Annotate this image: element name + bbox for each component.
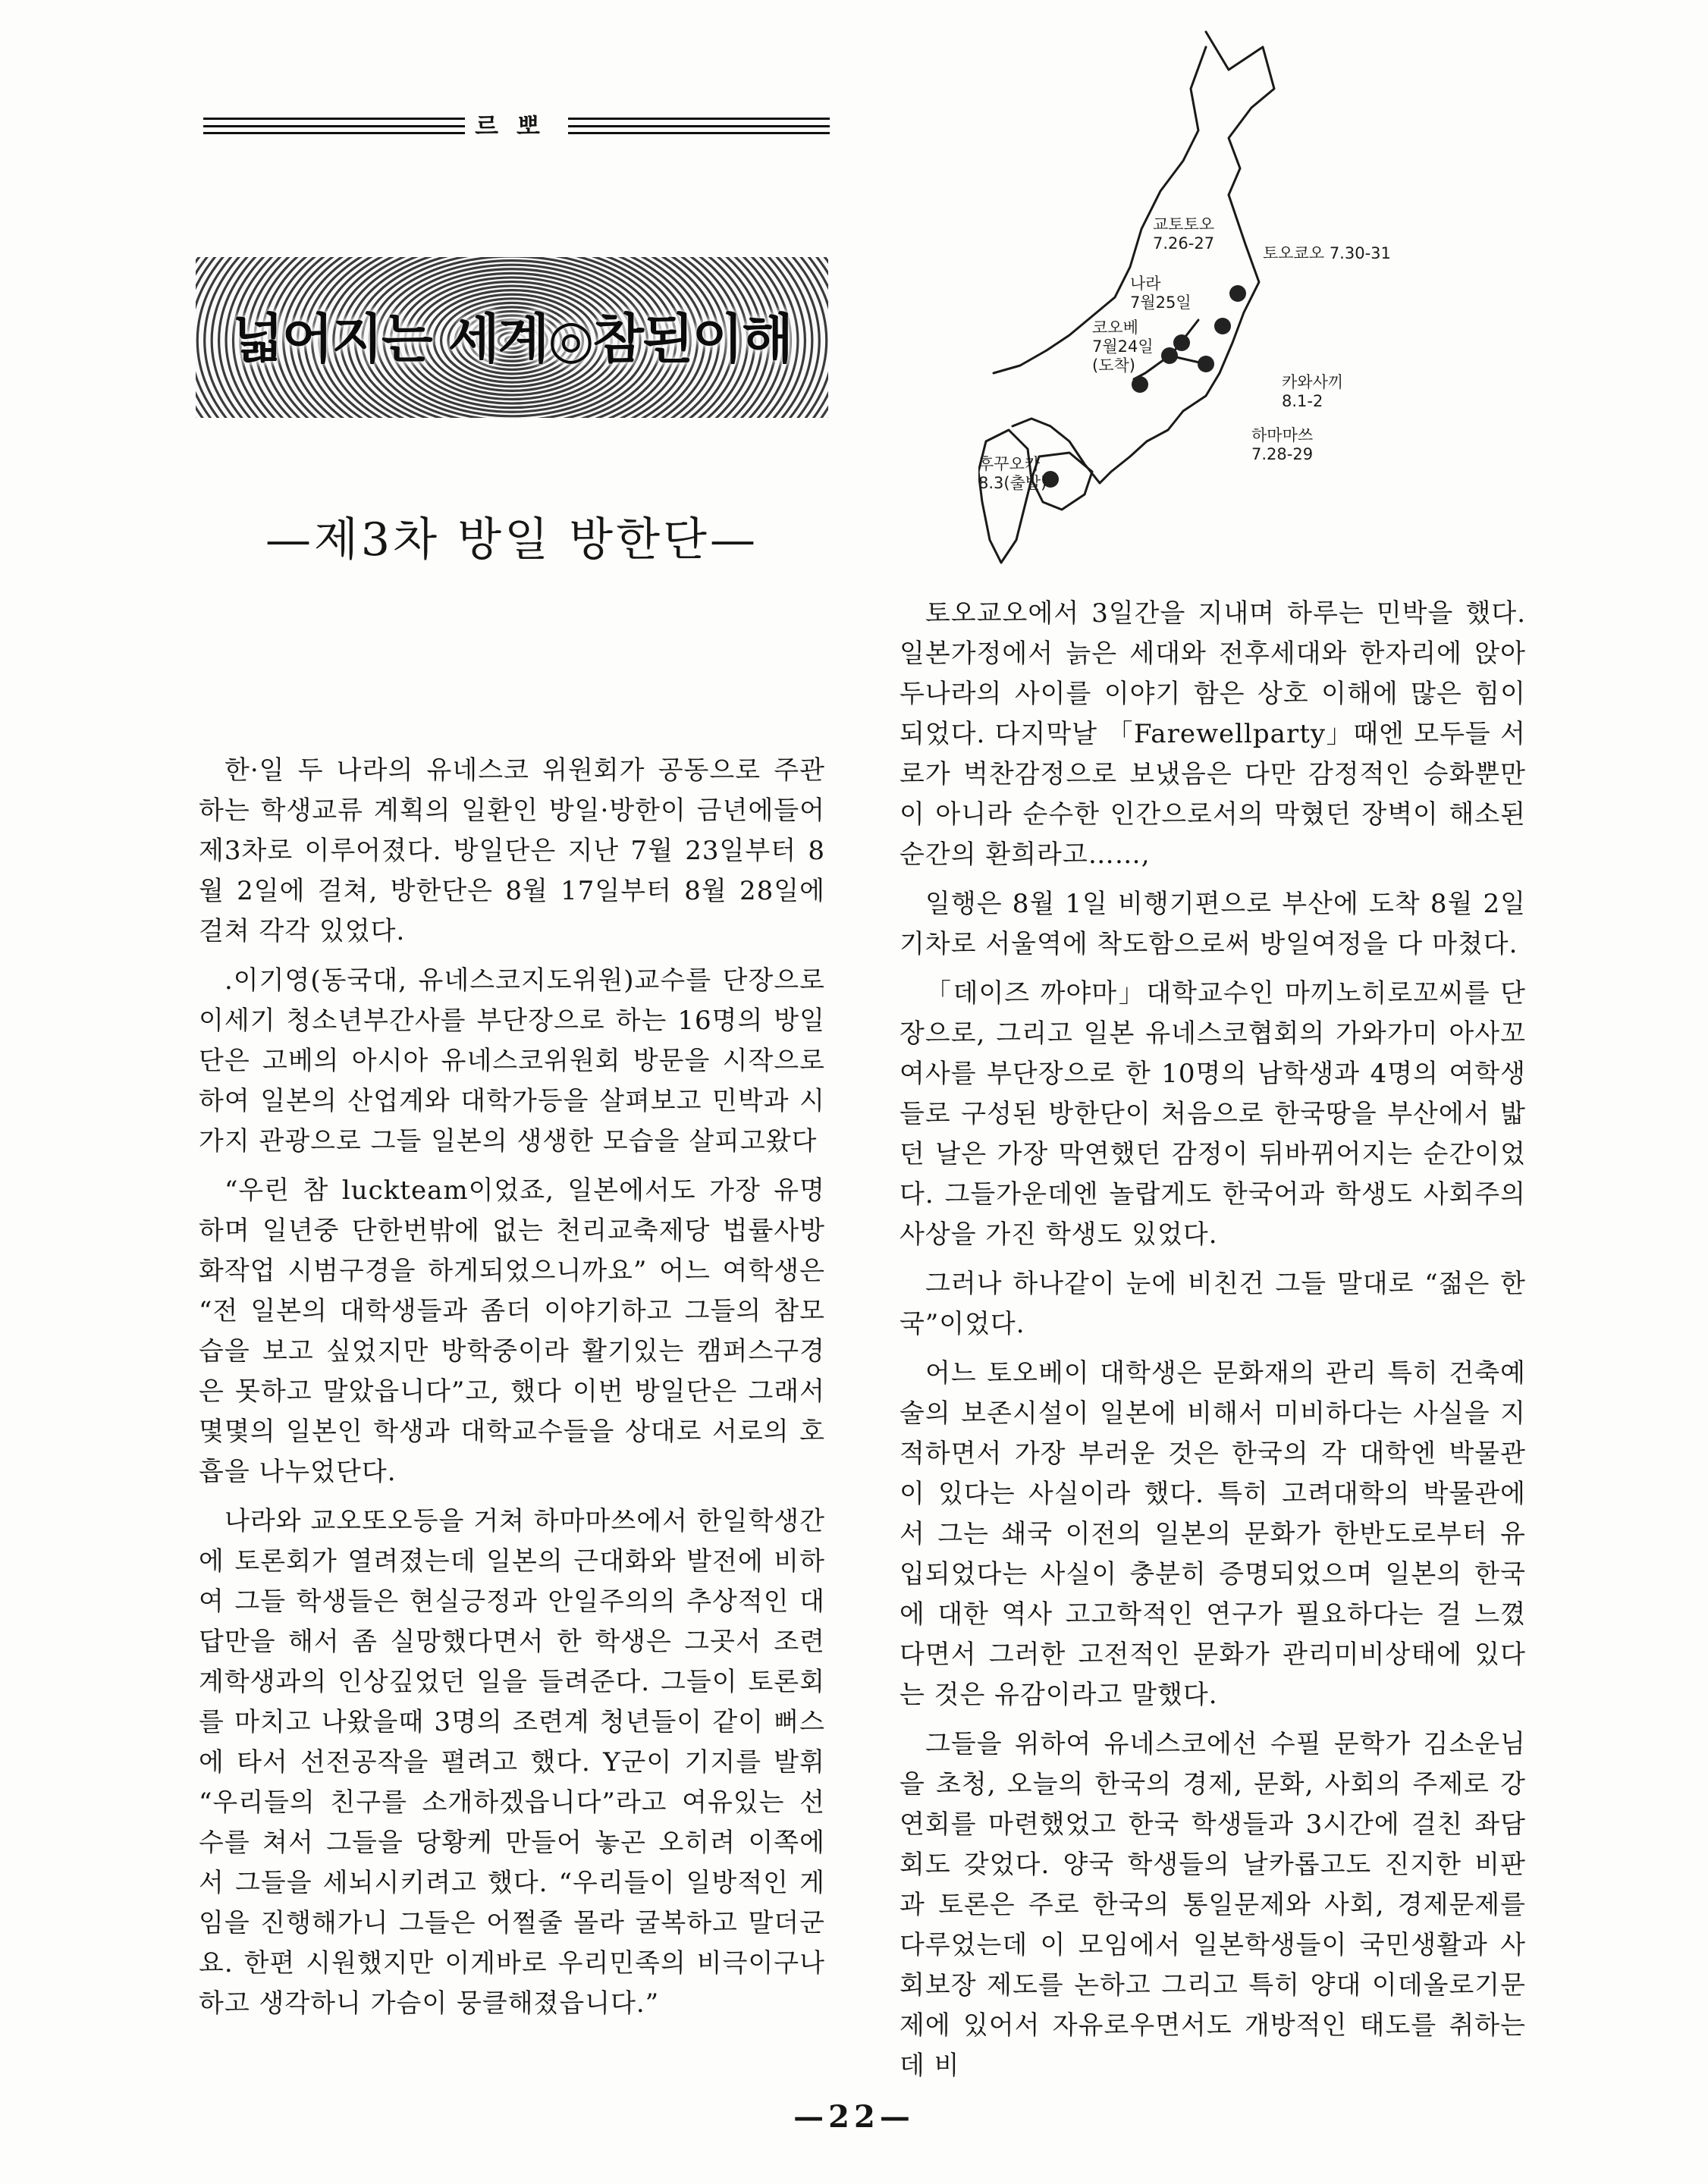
section-label: 르뽀	[475, 111, 558, 140]
article-title: 넓어지는 세계◎참된이해	[232, 308, 792, 370]
map-label-kyoto: 교토토오 7.26-27	[1153, 215, 1215, 253]
paragraph: 한·일 두 나라의 유네스코 위원회가 공동으로 주관하는 학생교류 계획의 일환인 방일·방한이 금년에들어 제3차로 이루어졌다. 방일단은 지난 7월 23일부터 8월 2일에 걸쳐, 방한단은 8월 17일부터 8월 28일에 걸쳐 각각 있었다.	[199, 755, 825, 946]
map-label-fukuoka: 후꾸오카 8.3(출발)	[978, 455, 1047, 492]
paragraph: “우린 참 luckteam이었죠, 일본에서도 가장 유명하며 일년중 단한번밖에 없는 천리교축제당 법률사방화작업 시범구경을 하게되었으니까요” 어느 여학생은 “전 일본의 대학생들과 좀더 이야기하고 그들의 참모습을 보고 싶었지만 방학중이라 활기있는 캠퍼스구경은 못하고 말았읍니다”고, 했다 이번 방일단은 그래서 몇몇의 일본인 학생과 대학교수들을 상대로 서로의 호흡을 나누었단다.	[199, 1175, 825, 1487]
paragraph: 그들을 위하여 유네스코에선 수필 문학가 김소운님을 초청, 오늘의 한국의 경제, 문화, 사회의 주제로 강연회를 마련했었고 한국 학생들과 3시간에 걸친 좌담회도 갖었다. 양국 학생들의 날카롭고도 진지한 비판과 토론은 주로 한국의 통일문제와 사회, 경제문제를 다루었는데 이 모임에서 일본학생들이 국민생활과 사회보장 제도를 논하고 그리고 특히 양대 이데올로기문제에 있어서 자유로우면서도 개방적인 태도를 취하는데 비	[900, 1729, 1526, 2081]
map-label-tokyo: 토오쿄오 7.30-31	[1263, 244, 1391, 262]
title-block	[196, 257, 828, 418]
route-map	[978, 17, 1562, 578]
paragraph: 「데이즈 까야마」대학교수인 마끼노히로꼬씨를 단장으로, 그리고 일본 유네스코협회의 가와가미 아사꼬여사를 부단장으로 한 10명의 남학생과 4명의 여학생들로 구성된 방한단이 처음으로 한국땅을 부산에서 밟던 날은 가장 막연했던 감정이 뒤바뀌어지는 순간이었다. 그들가운데엔 놀랍게도 한국어과 학생도 사회주의 사상을 가진 학생도 있었다.	[900, 978, 1526, 1250]
article-subtitle: —제3차 방일 방한단—	[265, 513, 759, 566]
map-label-kobe: 코오베 7월24일 (도착)	[1092, 318, 1154, 375]
banner-rule-right	[568, 118, 830, 134]
body-column-right	[900, 594, 1526, 2095]
paragraph: 어느 토오베이 대학생은 문화재의 관리 특히 건축예술의 보존시설이 일본에 비해서 미비하다는 사실을 지적하면서 가장 부러운 것은 한국의 각 대학엔 박물관이 있다는 사실이라 했다. 특히 고려대학의 박물관에서 그는 쇄국 이전의 일본의 문화가 한반도로부터 유입되었다는 사실이 충분히 증명되었으며 일본의 한국에 대한 역사 고고학적인 연구가 필요하다는 걸 느꼈다면서 그러한 고전적인 문화가 관리미비상태에 있다는 것은 유감이라고 말했다.	[900, 1358, 1526, 1710]
paragraph: .이기영(동국대, 유네스코지도위원)교수를 단장으로 이세기 청소년부간사를 부단장으로 하는 16명의 방일단은 고베의 아시아 유네스코위원회 방문을 시작으로 하여 일본의 산업계와 대학가등을 살펴보고 민박과 시가지 관광으로 그들 일본의 생생한 모습을 살피고왔다	[199, 965, 825, 1156]
map-label-hamamatsu: 하마마쓰 7.28-29	[1251, 426, 1314, 463]
paragraph: 나라와 교오또오등을 거쳐 하마마쓰에서 한일학생간에 토론회가 열려졌는데 일본의 근대화와 발전에 비하여 그들 학생들은 현실긍정과 안일주의의 추상적인 대답만을 해서 좀 실망했다면서 한 학생은 그곳서 조련계학생과의 인상깊었던 일을 들려준다. 그들이 토론회를 마치고 나왔을때 3명의 조련계 청년들이 같이 뻐스에 타서 선전공작을 펼려고 했다. Y군이 기지를 발휘 “우리들의 친구를 소개하겠읍니다”라고 여유있는 선수를 쳐서 그들을 당황케 만들어 놓곤 오히려 이쪽에서 그들을 세뇌시키려고 했다. “우리들이 일방적인 게임을 진행해가니 그들은 어쩔줄 몰라 굴복하고 말더군요. 한편 시원했지만 이게바로 우리민족의 비극이구나 하고 생각하니 가슴이 뭉클해졌읍니다.”	[199, 1506, 825, 2019]
section-banner	[203, 111, 830, 141]
body-column-left	[199, 751, 825, 2033]
page-number: —22—	[793, 2099, 915, 2135]
paragraph: 그러나 하나같이 눈에 비친건 그들 말대로 “젊은 한국”이었다.	[900, 1269, 1526, 1339]
paragraph: 토오교오에서 3일간을 지내며 하루는 민박을 했다. 일본가정에서 늙은 세대와 전후세대와 한자리에 앉아 두나라의 사이를 이야기 함은 상호 이해에 많은 힘이 되었다. 다지막날 「Farewellparty」때엔 모두들 서로가 벅찬감정으로 보냈음은 다만 감정적인 승화뿐만이 아니라 순수한 인간으로서의 막혔던 장벽이 해소된 순간의 환희라고……,	[900, 598, 1526, 870]
paragraph: 일행은 8월 1일 비행기편으로 부산에 도착 8월 2일 기차로 서울역에 착도함으로써 방일여정을 다 마쳤다.	[900, 889, 1526, 959]
japan-map-outline	[978, 17, 1562, 578]
map-label-kawasaki: 카와사끼 8.1-2	[1282, 373, 1344, 410]
map-label-nara: 나라 7월25일	[1130, 275, 1192, 312]
